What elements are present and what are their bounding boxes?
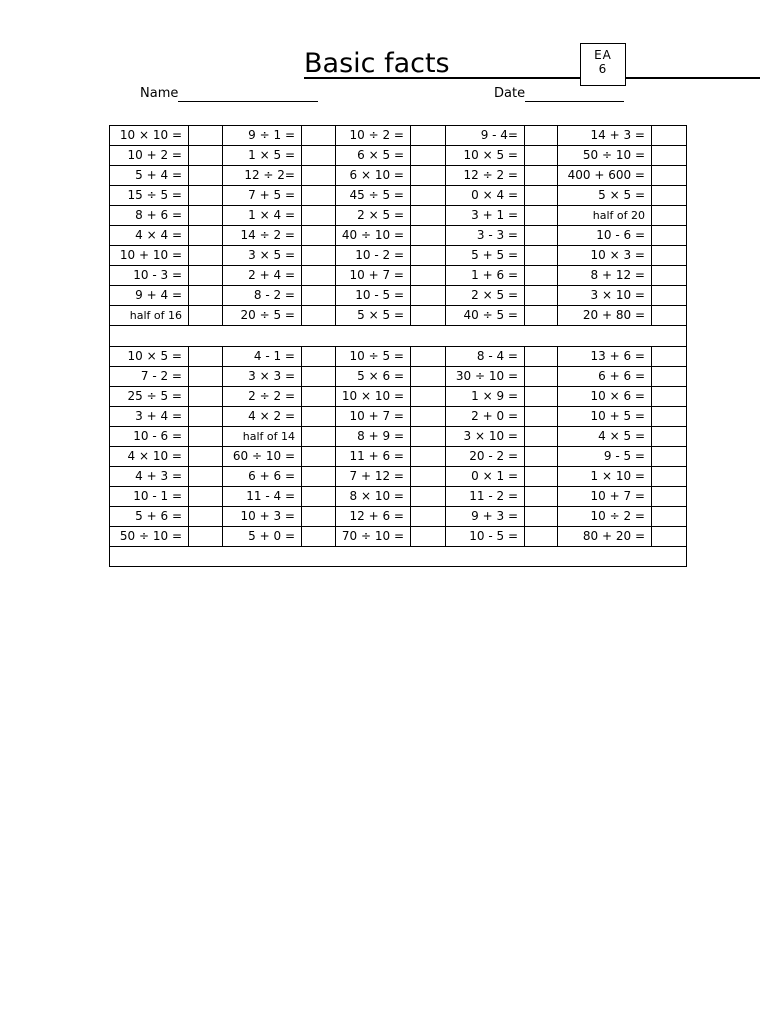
answer-cell[interactable] <box>652 466 687 486</box>
table-row <box>110 306 687 326</box>
question-cell: 40 ÷ 10 = <box>336 226 411 246</box>
answer-cell[interactable] <box>302 246 336 266</box>
table-row <box>110 386 687 406</box>
answer-cell[interactable] <box>652 286 687 306</box>
question-cell: 3 - 3 = <box>446 226 525 246</box>
question-cell: 10 - 6 = <box>558 226 652 246</box>
answer-cell[interactable] <box>302 526 336 546</box>
question-cell: 1 + 6 = <box>446 266 525 286</box>
answer-cell[interactable] <box>302 266 336 286</box>
question-cell: 4 - 1 = <box>223 346 302 366</box>
answer-cell[interactable] <box>189 446 223 466</box>
answer-cell[interactable] <box>302 226 336 246</box>
section-divider <box>110 326 687 347</box>
answer-cell[interactable] <box>302 206 336 226</box>
table-row <box>110 126 687 146</box>
question-cell: 3 + 1 = <box>446 206 525 226</box>
answer-cell[interactable] <box>302 186 336 206</box>
table-row <box>110 226 687 246</box>
question-cell: 10 + 3 = <box>223 506 302 526</box>
answer-cell[interactable] <box>189 366 223 386</box>
answer-cell[interactable] <box>652 526 687 546</box>
answer-cell[interactable] <box>411 186 446 206</box>
question-cell: 10 + 2 = <box>110 146 189 166</box>
answer-cell[interactable] <box>411 266 446 286</box>
section-1 <box>110 126 687 326</box>
question-cell: 50 ÷ 10 = <box>558 146 652 166</box>
answer-cell[interactable] <box>411 386 446 406</box>
question-cell: 10 ÷ 5 = <box>336 346 411 366</box>
question-cell: 9 ÷ 1 = <box>223 126 302 146</box>
title-underline <box>304 77 760 79</box>
table-row <box>110 486 687 506</box>
answer-cell[interactable] <box>302 446 336 466</box>
question-cell: 1 × 10 = <box>558 466 652 486</box>
question-cell: 8 + 12 = <box>558 266 652 286</box>
question-cell: 9 - 4= <box>446 126 525 146</box>
answer-cell[interactable] <box>189 526 223 546</box>
answer-cell[interactable] <box>411 346 446 366</box>
name-line[interactable] <box>178 88 318 102</box>
question-cell: 4 × 4 = <box>110 226 189 246</box>
answer-cell[interactable] <box>652 166 687 186</box>
answer-cell[interactable] <box>189 126 223 146</box>
question-cell: 2 + 4 = <box>223 266 302 286</box>
question-cell: 14 ÷ 2 = <box>223 226 302 246</box>
answer-cell[interactable] <box>411 286 446 306</box>
question-cell: 12 ÷ 2 = <box>446 166 525 186</box>
question-cell: 60 ÷ 10 = <box>223 446 302 466</box>
answer-cell[interactable] <box>652 226 687 246</box>
question-cell: 3 + 4 = <box>110 406 189 426</box>
question-cell: 1 × 4 = <box>223 206 302 226</box>
question-cell: half of 20 <box>558 206 652 226</box>
question-cell: 13 + 6 = <box>558 346 652 366</box>
answer-cell[interactable] <box>525 166 558 186</box>
question-cell: 8 + 6 = <box>110 206 189 226</box>
table-row <box>110 246 687 266</box>
question-cell: 15 ÷ 5 = <box>110 186 189 206</box>
question-cell: 50 ÷ 10 = <box>110 526 189 546</box>
answer-cell[interactable] <box>302 306 336 326</box>
question-cell: 400 + 600 = <box>558 166 652 186</box>
answer-cell[interactable] <box>189 266 223 286</box>
question-cell: 5 × 5 = <box>336 306 411 326</box>
question-cell: 10 + 7 = <box>558 486 652 506</box>
question-cell: 10 × 10 = <box>110 126 189 146</box>
answer-cell[interactable] <box>302 166 336 186</box>
question-cell: 10 × 5 = <box>110 346 189 366</box>
question-cell: 2 + 0 = <box>446 406 525 426</box>
answer-cell[interactable] <box>302 126 336 146</box>
name-label: Name <box>140 86 179 101</box>
answer-cell[interactable] <box>411 446 446 466</box>
answer-cell[interactable] <box>652 246 687 266</box>
question-cell: 4 + 3 = <box>110 466 189 486</box>
answer-cell[interactable] <box>652 446 687 466</box>
date-label: Date <box>494 86 526 101</box>
question-cell: 4 × 5 = <box>558 426 652 446</box>
date-field[interactable] <box>494 86 624 102</box>
table-row <box>110 526 687 546</box>
question-cell: 5 + 5 = <box>446 246 525 266</box>
answer-cell[interactable] <box>411 366 446 386</box>
worksheet-title: Basic facts <box>304 48 450 79</box>
spacer-row <box>110 546 687 567</box>
question-cell: 10 ÷ 2 = <box>336 126 411 146</box>
table-row <box>110 286 687 306</box>
answer-cell[interactable] <box>302 366 336 386</box>
question-cell: 14 + 3 = <box>558 126 652 146</box>
question-cell: 6 × 10 = <box>336 166 411 186</box>
table-row <box>110 146 687 166</box>
answer-cell[interactable] <box>189 466 223 486</box>
question-cell: 5 + 4 = <box>110 166 189 186</box>
answer-cell[interactable] <box>302 386 336 406</box>
answer-cell[interactable] <box>189 146 223 166</box>
answer-cell[interactable] <box>525 346 558 366</box>
question-cell: 2 × 5 = <box>336 206 411 226</box>
answer-cell[interactable] <box>411 506 446 526</box>
question-cell: 11 - 2 = <box>446 486 525 506</box>
answer-cell[interactable] <box>411 246 446 266</box>
question-cell: 3 × 5 = <box>223 246 302 266</box>
question-cell: 3 × 3 = <box>223 366 302 386</box>
question-cell: 10 - 5 = <box>446 526 525 546</box>
answer-cell[interactable] <box>652 366 687 386</box>
answer-cell[interactable] <box>652 346 687 366</box>
answer-cell[interactable] <box>189 506 223 526</box>
question-cell: 5 × 5 = <box>558 186 652 206</box>
answer-cell[interactable] <box>525 226 558 246</box>
question-cell: 7 + 12 = <box>336 466 411 486</box>
answer-cell[interactable] <box>525 306 558 326</box>
question-cell: 10 × 6 = <box>558 386 652 406</box>
answer-cell[interactable] <box>652 126 687 146</box>
answer-cell[interactable] <box>411 166 446 186</box>
answer-cell[interactable] <box>525 286 558 306</box>
question-cell: 8 - 4 = <box>446 346 525 366</box>
answer-cell[interactable] <box>525 266 558 286</box>
answer-cell[interactable] <box>302 506 336 526</box>
answer-cell[interactable] <box>525 206 558 226</box>
question-cell: 10 + 10 = <box>110 246 189 266</box>
question-cell: 5 + 6 = <box>110 506 189 526</box>
question-cell: 3 × 10 = <box>558 286 652 306</box>
question-cell: 7 + 5 = <box>223 186 302 206</box>
question-cell: 11 + 6 = <box>336 446 411 466</box>
spacer-row <box>110 326 687 347</box>
question-cell: 20 ÷ 5 = <box>223 306 302 326</box>
answer-cell[interactable] <box>302 486 336 506</box>
answer-cell[interactable] <box>525 146 558 166</box>
answer-cell[interactable] <box>189 166 223 186</box>
answer-cell[interactable] <box>302 346 336 366</box>
question-cell: 45 ÷ 5 = <box>336 186 411 206</box>
question-cell: 5 × 6 = <box>336 366 411 386</box>
answer-cell[interactable] <box>652 186 687 206</box>
question-cell: 1 × 5 = <box>223 146 302 166</box>
question-cell: 6 + 6 = <box>223 466 302 486</box>
answer-cell[interactable] <box>525 366 558 386</box>
question-cell: 10 × 5 = <box>446 146 525 166</box>
worksheet-code-box <box>580 43 626 86</box>
question-cell: 25 ÷ 5 = <box>110 386 189 406</box>
question-cell: 9 - 5 = <box>558 446 652 466</box>
table-row <box>110 266 687 286</box>
answer-cell[interactable] <box>302 406 336 426</box>
question-cell: 8 × 10 = <box>336 486 411 506</box>
table-row <box>110 346 687 366</box>
question-cell: 10 + 7 = <box>336 266 411 286</box>
question-cell: 80 + 20 = <box>558 526 652 546</box>
answer-cell[interactable] <box>652 306 687 326</box>
answer-cell[interactable] <box>302 466 336 486</box>
answer-cell[interactable] <box>652 146 687 166</box>
question-cell: 5 + 0 = <box>223 526 302 546</box>
question-cell: 12 ÷ 2= <box>223 166 302 186</box>
answer-cell[interactable] <box>411 306 446 326</box>
date-line[interactable] <box>525 88 624 102</box>
answer-cell[interactable] <box>189 406 223 426</box>
answer-cell[interactable] <box>652 506 687 526</box>
question-cell: 70 ÷ 10 = <box>336 526 411 546</box>
answer-cell[interactable] <box>189 206 223 226</box>
question-cell: 10 - 6 = <box>110 426 189 446</box>
answer-cell[interactable] <box>411 126 446 146</box>
question-cell: 1 × 9 = <box>446 386 525 406</box>
table-row <box>110 406 687 426</box>
question-cell: 10 ÷ 2 = <box>558 506 652 526</box>
question-cell: 10 - 5 = <box>336 286 411 306</box>
table-row <box>110 466 687 486</box>
answer-cell[interactable] <box>652 386 687 406</box>
question-cell: 7 - 2 = <box>110 366 189 386</box>
answer-cell[interactable] <box>525 186 558 206</box>
code-line-2: 6 <box>598 62 608 76</box>
answer-cell[interactable] <box>189 386 223 406</box>
answer-cell[interactable] <box>525 526 558 546</box>
question-cell: 6 × 5 = <box>336 146 411 166</box>
answer-cell[interactable] <box>189 286 223 306</box>
answer-cell[interactable] <box>189 486 223 506</box>
question-cell: 10 × 10 = <box>336 386 411 406</box>
answer-cell[interactable] <box>652 206 687 226</box>
answer-cell[interactable] <box>525 246 558 266</box>
question-cell: 0 × 4 = <box>446 186 525 206</box>
facts-table <box>109 125 687 567</box>
answer-cell[interactable] <box>525 486 558 506</box>
answer-cell[interactable] <box>525 386 558 406</box>
question-cell: 2 ÷ 2 = <box>223 386 302 406</box>
answer-cell[interactable] <box>411 226 446 246</box>
question-cell: 8 - 2 = <box>223 286 302 306</box>
table-row <box>110 206 687 226</box>
question-cell: 4 × 10 = <box>110 446 189 466</box>
table-row <box>110 426 687 446</box>
question-cell: 12 + 6 = <box>336 506 411 526</box>
question-cell: 6 + 6 = <box>558 366 652 386</box>
question-cell: 10 + 7 = <box>336 406 411 426</box>
question-cell: 8 + 9 = <box>336 426 411 446</box>
answer-cell[interactable] <box>652 406 687 426</box>
answer-cell[interactable] <box>652 486 687 506</box>
name-field[interactable] <box>140 86 318 102</box>
answer-cell[interactable] <box>525 126 558 146</box>
question-cell: 9 + 4 = <box>110 286 189 306</box>
answer-cell[interactable] <box>411 486 446 506</box>
answer-cell[interactable] <box>302 426 336 446</box>
answer-cell[interactable] <box>411 406 446 426</box>
question-cell: 10 + 5 = <box>558 406 652 426</box>
answer-cell[interactable] <box>302 146 336 166</box>
answer-cell[interactable] <box>411 466 446 486</box>
section-2 <box>110 346 687 546</box>
answer-cell[interactable] <box>411 526 446 546</box>
answer-cell[interactable] <box>411 426 446 446</box>
answer-cell[interactable] <box>525 446 558 466</box>
code-line-1: EA <box>594 48 612 62</box>
table-row <box>110 506 687 526</box>
question-cell: 10 - 1 = <box>110 486 189 506</box>
question-cell: half of 16 <box>110 306 189 326</box>
question-cell: 40 ÷ 5 = <box>446 306 525 326</box>
question-cell: 3 × 10 = <box>446 426 525 446</box>
answer-cell[interactable] <box>189 306 223 326</box>
question-cell: 11 - 4 = <box>223 486 302 506</box>
answer-cell[interactable] <box>525 426 558 446</box>
section-footer <box>110 546 687 567</box>
answer-cell[interactable] <box>189 246 223 266</box>
answer-cell[interactable] <box>525 506 558 526</box>
answer-cell[interactable] <box>189 426 223 446</box>
answer-cell[interactable] <box>302 286 336 306</box>
table-row <box>110 166 687 186</box>
question-cell: 10 - 2 = <box>336 246 411 266</box>
answer-cell[interactable] <box>189 226 223 246</box>
question-cell: 0 × 1 = <box>446 466 525 486</box>
answer-cell[interactable] <box>652 426 687 446</box>
question-cell: 10 - 3 = <box>110 266 189 286</box>
answer-cell[interactable] <box>525 406 558 426</box>
question-cell: 20 - 2 = <box>446 446 525 466</box>
question-cell: 4 × 2 = <box>223 406 302 426</box>
answer-cell[interactable] <box>411 146 446 166</box>
answer-cell[interactable] <box>652 266 687 286</box>
question-cell: 2 × 5 = <box>446 286 525 306</box>
answer-cell[interactable] <box>189 186 223 206</box>
question-cell: 20 + 80 = <box>558 306 652 326</box>
question-cell: half of 14 <box>223 426 302 446</box>
question-cell: 9 + 3 = <box>446 506 525 526</box>
question-cell: 30 ÷ 10 = <box>446 366 525 386</box>
table-row <box>110 366 687 386</box>
question-cell: 10 × 3 = <box>558 246 652 266</box>
answer-cell[interactable] <box>525 466 558 486</box>
answer-cell[interactable] <box>189 346 223 366</box>
table-row <box>110 186 687 206</box>
answer-cell[interactable] <box>411 206 446 226</box>
table-row <box>110 446 687 466</box>
